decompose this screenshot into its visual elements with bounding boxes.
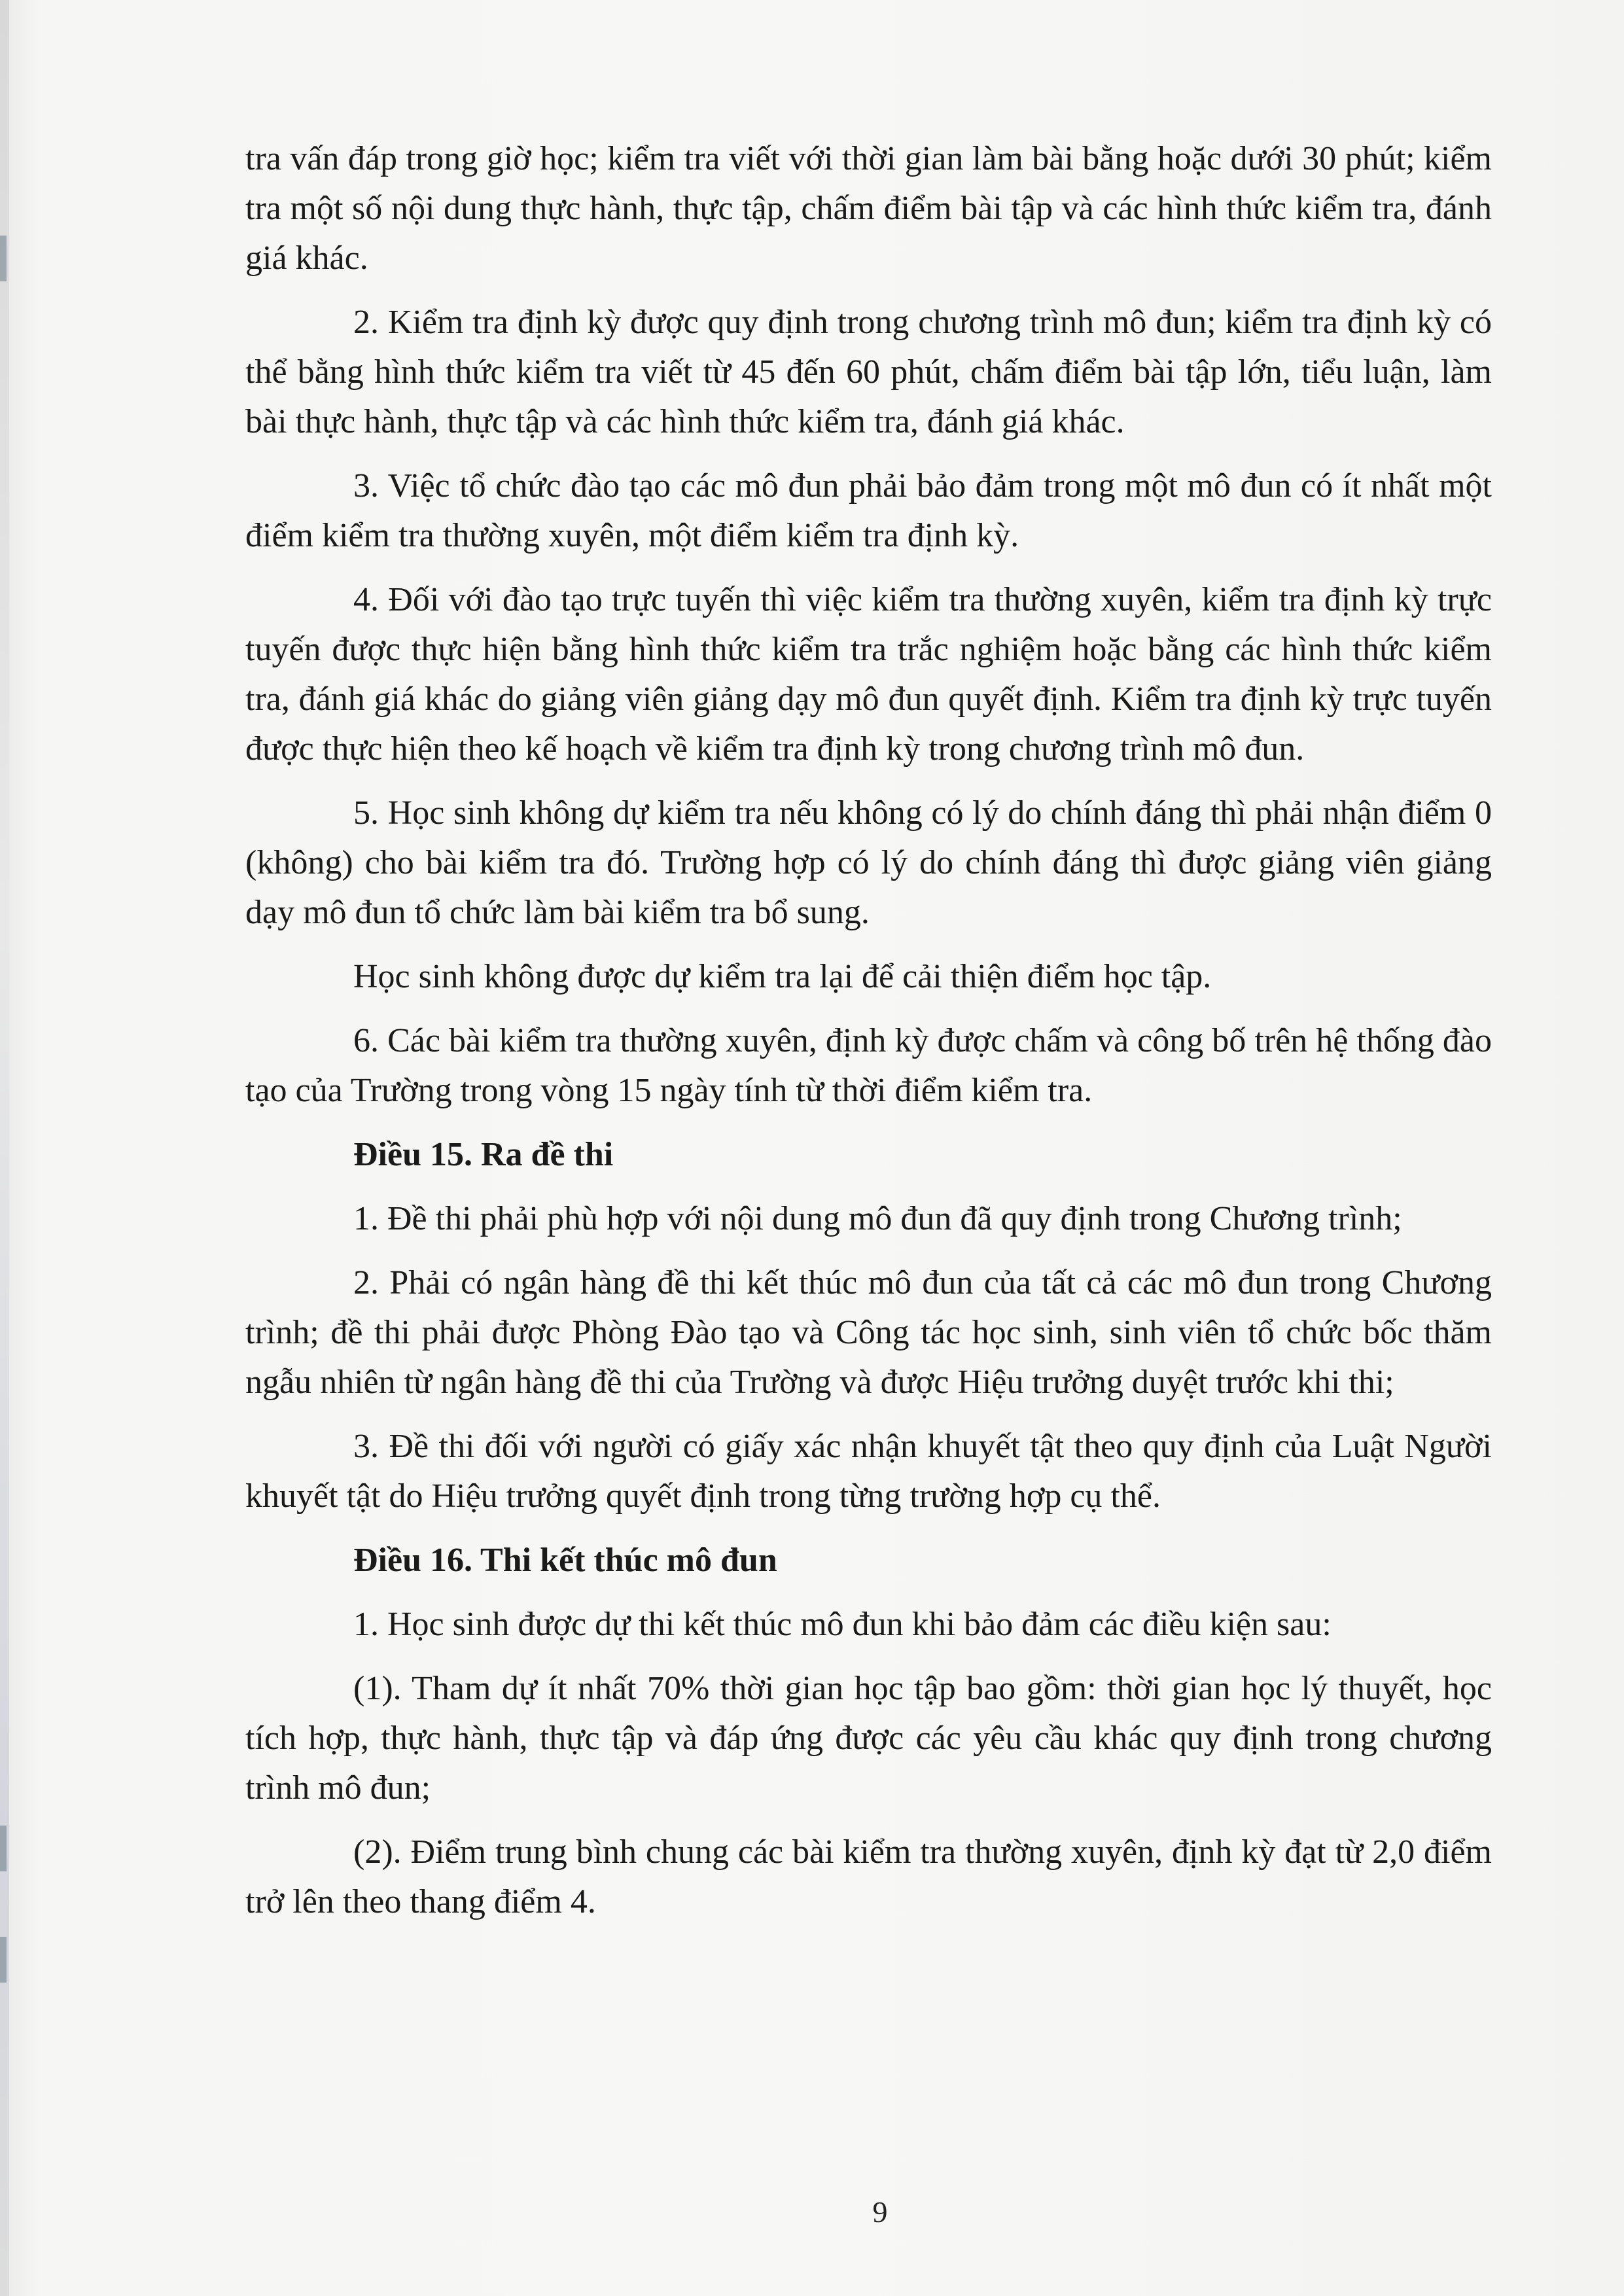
scan-mark <box>0 236 7 281</box>
paragraph-item-3: 3. Việc tổ chức đào tạo các mô đun phải bảo đảm trong một mô đun có ít nhất một điểm kiểm tra thường xuyên, một điểm kiểm tra định kỳ. <box>245 467 1492 554</box>
paragraph-16-1: 1. Học sinh được dự thi kết thúc mô đun khi bảo đảm các điều kiện sau: <box>353 1606 1332 1643</box>
scan-mark <box>0 1937 7 1983</box>
document-body <box>245 134 1492 1927</box>
scan-mark <box>0 1826 7 1871</box>
paragraph-note: Học sinh không được dự kiểm tra lại để cải thiện điểm học tập. <box>353 958 1212 995</box>
section-heading-dieu-15: Điều 15. Ra đề thi <box>353 1136 614 1173</box>
paragraph-15-1: 1. Đề thi phải phù hợp với nội dung mô đun đã quy định trong Chương trình; <box>353 1200 1402 1237</box>
paragraph-item-6: 6. Các bài kiểm tra thường xuyên, định kỳ được chấm và công bố trên hệ thống đào tạo của Trường trong vòng 15 ngày tính từ thời điểm kiểm tra. <box>245 1022 1492 1109</box>
paragraph-item-4: 4. Đối với đào tạo trực tuyến thì việc kiểm tra thường xuyên, kiểm tra định kỳ trực tuyến được thực hiện bằng hình thức kiểm tra trắc nghiệm hoặc bằng các hình thức kiểm tra, đánh giá khác do giảng viên giảng dạy mô đun quyết định. Kiểm tra định kỳ trực tuyến được thực hiện theo kế hoạch về kiểm tra định kỳ trong chương trình mô đun. <box>245 581 1492 768</box>
paragraph-item-2: 2. Kiểm tra định kỳ được quy định trong chương trình mô đun; kiểm tra định kỳ có thể bằng hình thức kiểm tra viết từ 45 đến 60 phút, chấm điểm bài tập lớn, tiểu luận, làm bài thực hành, thực tập và các hình thức kiểm tra, đánh giá khác. <box>245 304 1492 440</box>
paragraph-continuation: tra vấn đáp trong giờ học; kiểm tra viết với thời gian làm bài bằng hoặc dưới 30 phút; kiểm tra một số nội dung thực hành, thực tập, chấm điểm bài tập và các hình thức kiểm tra, đánh giá khác. <box>245 140 1492 277</box>
paragraph-16-1-cond-2: (2). Điểm trung bình chung các bài kiểm tra thường xuyên, định kỳ đạt từ 2,0 điểm trở lên theo thang điểm 4. <box>245 1833 1492 1920</box>
paragraph-16-1-cond-1: (1). Tham dự ít nhất 70% thời gian học tập bao gồm: thời gian học lý thuyết, học tích hợp, thực hành, thực tập và đáp ứng được các yêu cầu khác quy định trong chương trình mô đun; <box>245 1670 1492 1807</box>
paragraph-15-2: 2. Phải có ngân hàng đề thi kết thúc mô đun của tất cả các mô đun trong Chương trình; đề thi phải được Phòng Đào tạo và Công tác học sinh, sinh viên tổ chức bốc thăm ngẫu nhiên từ ngân hàng đề thi của Trường và được Hiệu trưởng duyệt trước khi thi; <box>245 1264 1492 1401</box>
page-number: 9 <box>872 2195 888 2229</box>
section-heading-dieu-16: Điều 16. Thi kết thúc mô đun <box>353 1542 777 1579</box>
paragraph-item-5: 5. Học sinh không dự kiểm tra nếu không có lý do chính đáng thì phải nhận điểm 0 (không) cho bài kiểm tra đó. Trường hợp có lý do chính đáng thì được giảng viên giảng dạy mô đun tổ chức làm bài kiểm tra bổ sung. <box>245 794 1492 931</box>
paragraph-15-3: 3. Đề thi đối với người có giấy xác nhận khuyết tật theo quy định của Luật Người khuyết tật do Hiệu trưởng quyết định trong từng trường hợp cụ thể. <box>245 1428 1492 1515</box>
